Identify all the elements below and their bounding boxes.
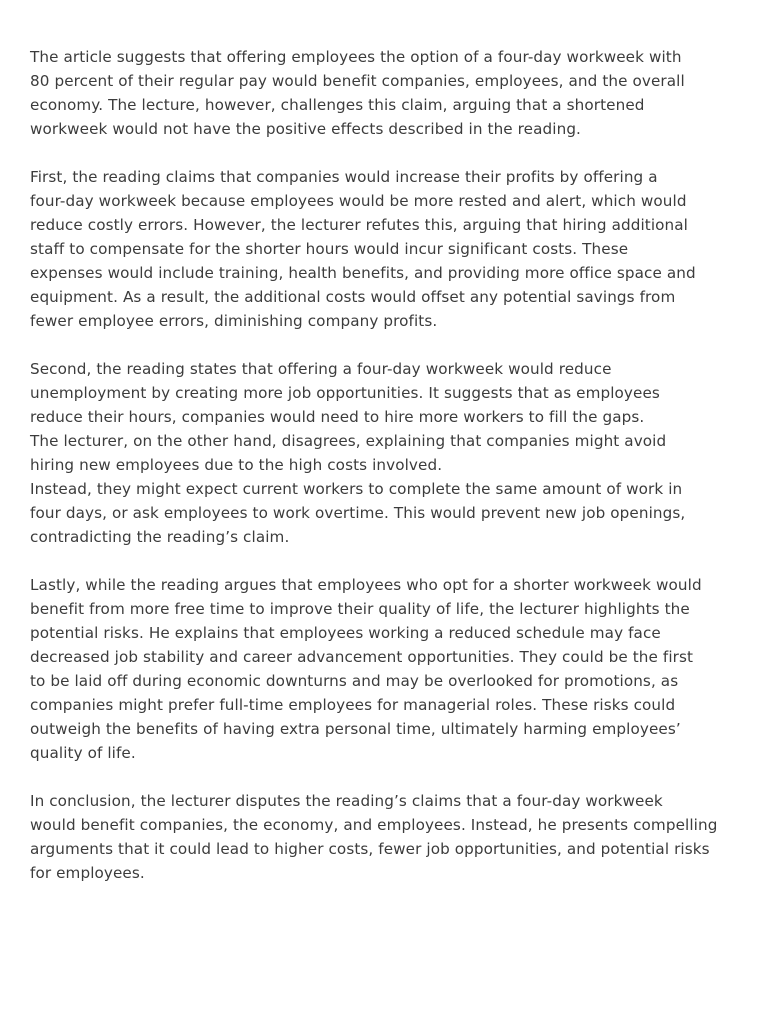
- text-line: unemployment by creating more job opportunities. It suggests that as employees: [30, 384, 660, 402]
- text-line: benefit from more free time to improve their quality of life, the lecturer highlights the: [30, 600, 690, 618]
- text-line: hiring new employees due to the high costs involved.: [30, 456, 443, 474]
- text-line: First, the reading claims that companies would increase their profits by offering a: [30, 168, 658, 186]
- text-line: outweigh the benefits of having extra personal time, ultimately harming employees’: [30, 720, 681, 738]
- paragraph-introduction: [30, 45, 742, 141]
- text-line: companies might prefer full-time employees for managerial roles. These risks could: [30, 696, 676, 714]
- text-line: Second, the reading states that offering a four-day workweek would reduce: [30, 360, 612, 378]
- text-line: equipment. As a result, the additional costs would offset any potential savings from: [30, 288, 676, 306]
- text-line: reduce their hours, companies would need to hire more workers to fill the gaps.: [30, 408, 645, 426]
- text-line: would benefit companies, the economy, and employees. Instead, he presents compelling: [30, 816, 718, 834]
- text-line: 80 percent of their regular pay would benefit companies, employees, and the overall: [30, 72, 685, 90]
- paragraph-first-point: [30, 165, 742, 333]
- paragraph-conclusion: [30, 789, 742, 885]
- text-line: quality of life.: [30, 744, 136, 762]
- text-line: reduce costly errors. However, the lecturer refutes this, arguing that hiring additional: [30, 216, 688, 234]
- text-line: The lecturer, on the other hand, disagrees, explaining that companies might avoid: [30, 432, 667, 450]
- text-line: Lastly, while the reading argues that employees who opt for a shorter workweek would: [30, 576, 702, 594]
- text-line: The article suggests that offering employees the option of a four-day workweek with: [30, 48, 682, 66]
- text-line: four-day workweek because employees would be more rested and alert, which would: [30, 192, 687, 210]
- text-line: potential risks. He explains that employees working a reduced schedule may face: [30, 624, 661, 642]
- text-line: workweek would not have the positive effects described in the reading.: [30, 120, 581, 138]
- paragraph-third-point: [30, 573, 742, 765]
- text-line: decreased job stability and career advancement opportunities. They could be the first: [30, 648, 694, 666]
- text-line: fewer employee errors, diminishing company profits.: [30, 312, 438, 330]
- text-line: In conclusion, the lecturer disputes the reading’s claims that a four-day workweek: [30, 792, 663, 810]
- essay-body: [30, 45, 742, 909]
- text-line: to be laid off during economic downturns and may be overlooked for promotions, as: [30, 672, 679, 690]
- text-line: staff to compensate for the shorter hours would incur significant costs. These: [30, 240, 629, 258]
- text-line: four days, or ask employees to work overtime. This would prevent new job openings,: [30, 504, 686, 522]
- text-line: arguments that it could lead to higher costs, fewer job opportunities, and potential risks: [30, 840, 710, 858]
- paragraph-second-point: [30, 357, 742, 549]
- text-line: Instead, they might expect current workers to complete the same amount of work in: [30, 480, 683, 498]
- text-line: for employees.: [30, 864, 145, 882]
- text-line: contradicting the reading’s claim.: [30, 528, 290, 546]
- text-line: expenses would include training, health benefits, and providing more office space and: [30, 264, 696, 282]
- text-line: economy. The lecture, however, challenges this claim, arguing that a shortened: [30, 96, 645, 114]
